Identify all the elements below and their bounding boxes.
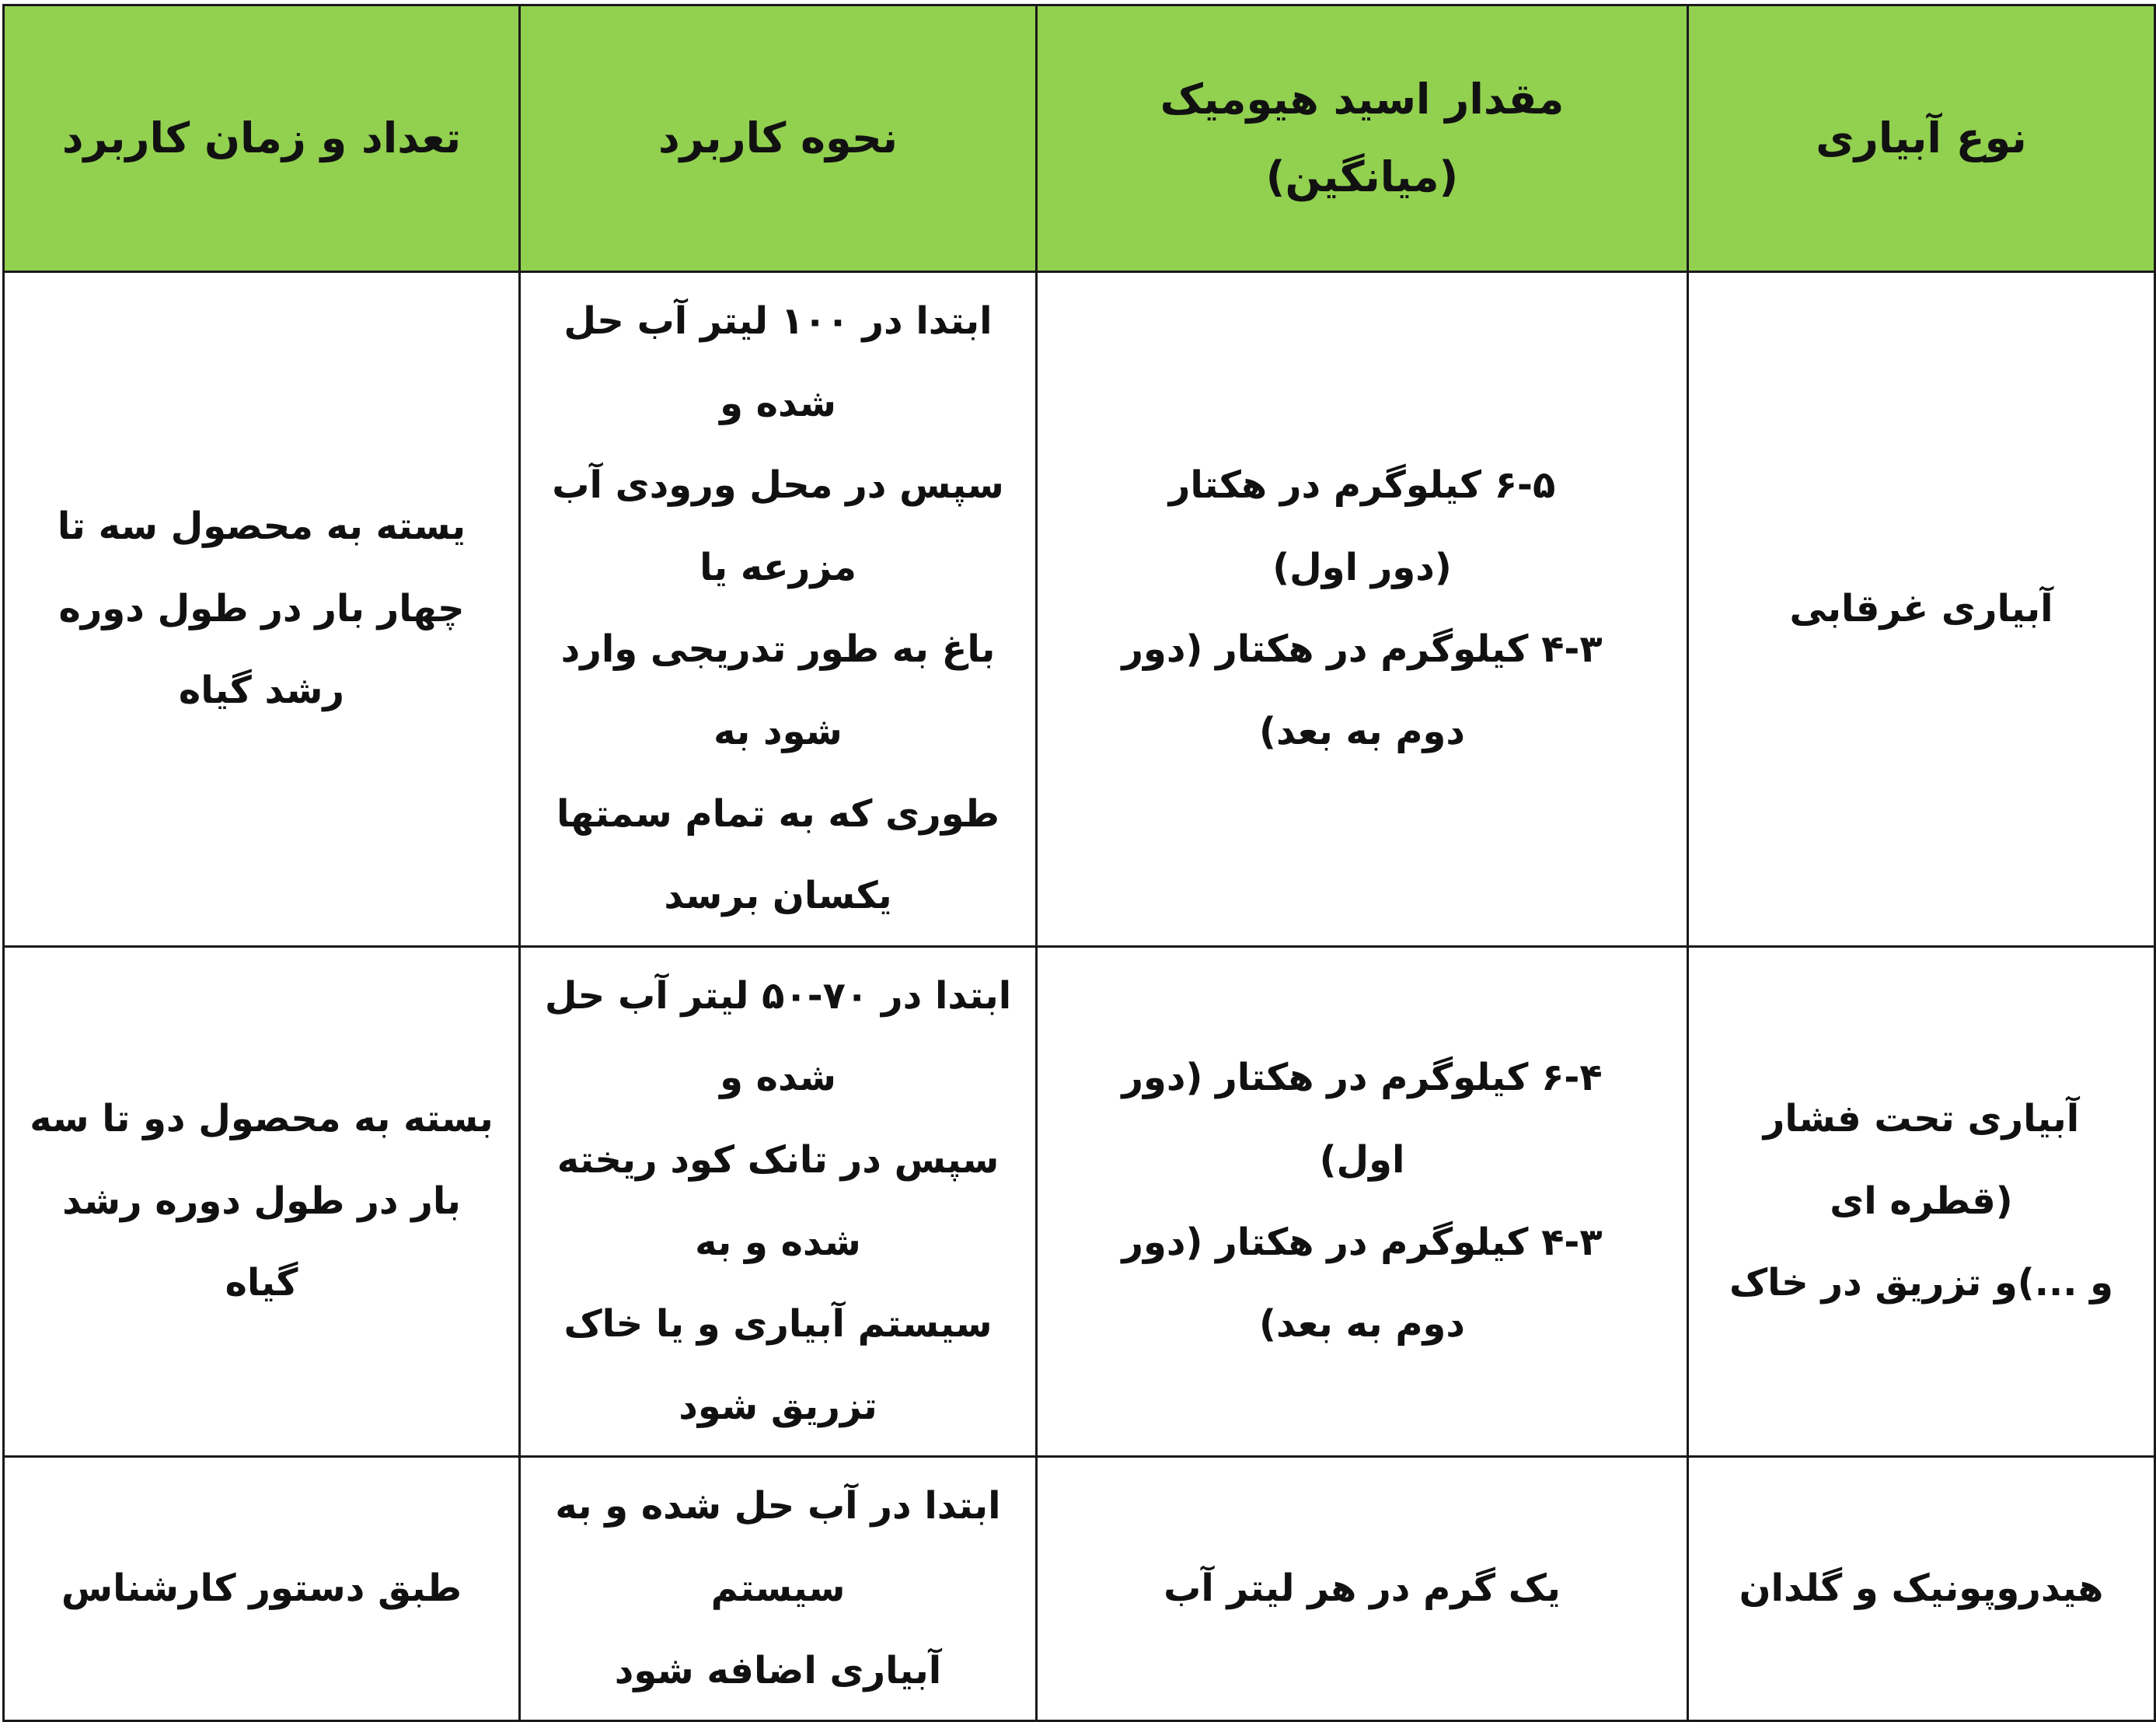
cell-amount: ۶-۵ کیلوگرم در هکتار (دور اول) ۴-۳ کیلوگرم در هکتار (دور دوم به بعد)	[1037, 272, 1688, 947]
cell-frequency: طبق دستور کارشناس	[4, 1457, 520, 1721]
cell-method: ابتدا در ۷۰-۵۰ لیتر آب حل شده و سپس در تانک کود ریخته شده و به سیستم آبیاری و یا خاک تزریق شود	[520, 946, 1037, 1457]
table-row	[4, 272, 2155, 947]
cell-frequency: بسته به محصول دو تا سه بار در طول دوره رشد گیاه	[4, 946, 520, 1457]
table-header-row	[4, 5, 2155, 272]
cell-amount: یک گرم در هر لیتر آب	[1037, 1457, 1688, 1721]
cell-amount: ۶-۴ کیلوگرم در هکتار (دور اول) ۴-۳ کیلوگرم در هکتار (دور دوم به بعد)	[1037, 946, 1688, 1457]
header-irrigation-type: نوع آبیاری	[1688, 5, 2155, 272]
table-row	[4, 1457, 2155, 1721]
header-humic-acid-amount: مقدار اسید هیومیک (میانگین)	[1037, 5, 1688, 272]
cell-method: ابتدا در ۱۰۰ لیتر آب حل شده و سپس در محل ورودی آب مزرعه یا باغ به طور تدریجی وارد شود به طوری که به تمام سمتها یکسان برسد	[520, 272, 1037, 947]
cell-method: ابتدا در آب حل شده و به سیستم آبیاری اضافه شود	[520, 1457, 1037, 1721]
cell-frequency: یسته به محصول سه تا چهار بار در طول دوره رشد گیاه	[4, 272, 520, 947]
cell-irrigation-type: هیدروپونیک و گلدان	[1688, 1457, 2155, 1721]
cell-irrigation-type: آبیاری غرقابی	[1688, 272, 2155, 947]
table-row	[4, 946, 2155, 1457]
header-frequency-timing: تعداد و زمان کاربرد	[4, 5, 520, 272]
cell-irrigation-type: آبیاری تحت فشار (قطره ای و ...)و تزریق در خاک	[1688, 946, 2155, 1457]
humic-acid-usage-table	[2, 4, 2156, 1722]
header-application-method: نحوه کاربرد	[520, 5, 1037, 272]
